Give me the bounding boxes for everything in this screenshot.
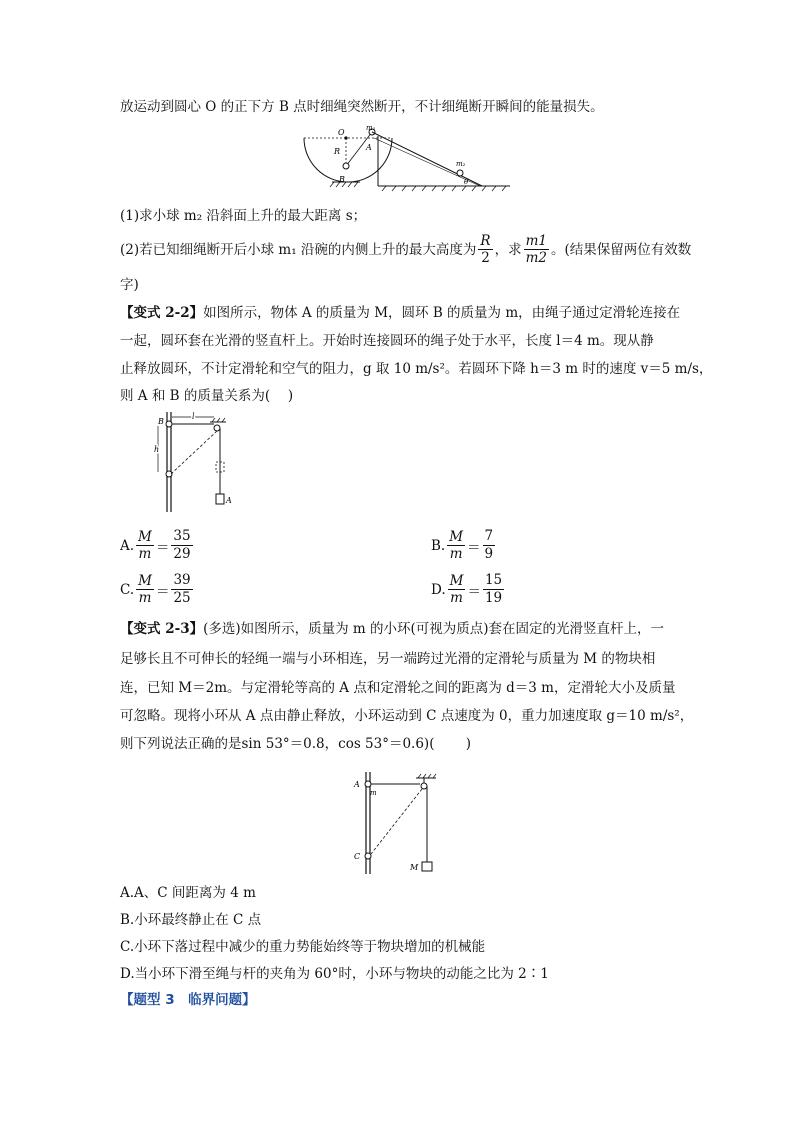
fig1-label-B: B xyxy=(339,175,345,184)
fig3-label-C: C xyxy=(354,852,361,861)
option-2-2-C[interactable]: C. $\frac{M}{m}$ ＝ $\frac{39}{25}$ xyxy=(120,572,191,606)
option-2-3-B[interactable]: B.小环最终静止在 C 点 xyxy=(120,912,262,928)
fig1-label-m2: m₂ xyxy=(456,160,466,168)
fig2-label-h: h xyxy=(154,445,160,454)
variant-2-3-line4: 可忽略。现将小环从 A 点由静止释放，小环运动到 C 点速度为 0，重力加速度取 g＝10 m/s²， xyxy=(120,708,694,724)
figure-ring-pole xyxy=(346,768,446,876)
section-title: 【题型 3 临界问题】 xyxy=(120,992,256,1008)
fig3-label-m: m xyxy=(370,789,377,797)
option-2-2-A[interactable]: A. $\frac{M}{m}$ ＝ $\frac{35}{29}$ xyxy=(120,528,191,562)
figure-ring-pulley xyxy=(140,410,240,515)
variant-2-3-line3: 连，已知 M＝2m。与定滑轮等高的 A 点和定滑轮之间的距离为 d＝3 m，定滑轮大小及质量 xyxy=(120,680,676,696)
question-2: (2)若已知细绳断开后小球 m₁ 沿碗的内侧上升的最大高度为 $\frac{R}{2}$ ，求 $\frac{m1}{m2}$ 。(结果保留两位有效数 xyxy=(120,233,692,266)
variant-2-3-line1: 【变式 2-3】(多选)如图所示，质量为 m 的小环(可视为质点)套在固定的光滑竖直杆上，一 xyxy=(120,621,665,637)
variant-2-2-line2: 一起，圆环套在光滑的竖直杆上。开始时连接圆环的绳子处于水平，长度 l＝4 m。现从静 xyxy=(120,333,654,349)
paragraph-intro: 放运动到圆心 O 的正下方 B 点时细绳突然断开，不计细绳断开瞬间的能量损失。 xyxy=(120,99,604,115)
question-2-cont: 字) xyxy=(120,277,139,293)
variant-2-2-line3: 止释放圆环，不计定滑轮和空气的阻力，g 取 10 m/s²。若圆环下降 h＝3 m 时的速度 v＝5 m/s， xyxy=(120,361,713,377)
fig1-label-R: R xyxy=(334,147,341,156)
option-2-2-B[interactable]: B. $\frac{M}{m}$ ＝ $\frac{7}{9}$ xyxy=(431,528,494,562)
fraction-m1-over-m2: $\frac{m1}{m2}$ xyxy=(525,233,547,266)
figure-bowl-incline xyxy=(296,122,516,194)
variant-2-2-line4: 则 A 和 B 的质量关系为( ) xyxy=(120,388,294,404)
option-2-3-D[interactable]: D.当小环下滑至绳与杆的夹角为 60°时，小环与物块的动能之比为 2∶1 xyxy=(120,966,549,982)
fig1-label-O: O xyxy=(338,128,345,137)
fig3-label-A: A xyxy=(354,780,360,789)
option-2-3-A[interactable]: A.A、C 间距离为 4 m xyxy=(120,885,256,901)
fig2-label-l: l xyxy=(192,412,195,421)
option-2-2-D[interactable]: D. $\frac{M}{m}$ ＝ $\frac{15}{19}$ xyxy=(431,572,503,606)
question-1: (1)求小球 m₂ 沿斜面上升的最大距离 s； xyxy=(120,208,367,224)
fig1-label-A: A xyxy=(366,143,372,152)
variant-2-3-line5: 则下列说法正确的是sin 53°＝0.8，cos 53°＝0.6)( ) xyxy=(120,736,472,752)
fig2-label-B: B xyxy=(158,417,164,426)
variant-2-2-line1: 【变式 2-2】如图所示，物体 A 的质量为 M，圆环 B 的质量为 m，由绳子通过定滑轮连接在 xyxy=(120,305,681,321)
fig2-label-A: A xyxy=(226,496,232,505)
fig3-label-M: M xyxy=(410,863,419,872)
fraction-R-over-2: $\frac{R}{2}$ xyxy=(480,233,491,266)
fig1-label-theta: θ xyxy=(464,178,469,186)
option-2-3-C[interactable]: C.小环下落过程中减少的重力势能始终等于物块增加的机械能 xyxy=(120,939,486,955)
variant-2-3-line2: 足够长且不可伸长的轻绳一端与小环相连，另一端跨过光滑的定滑轮与质量为 M 的物块相 xyxy=(120,651,656,667)
fig1-label-m1: m₁ xyxy=(366,124,376,132)
